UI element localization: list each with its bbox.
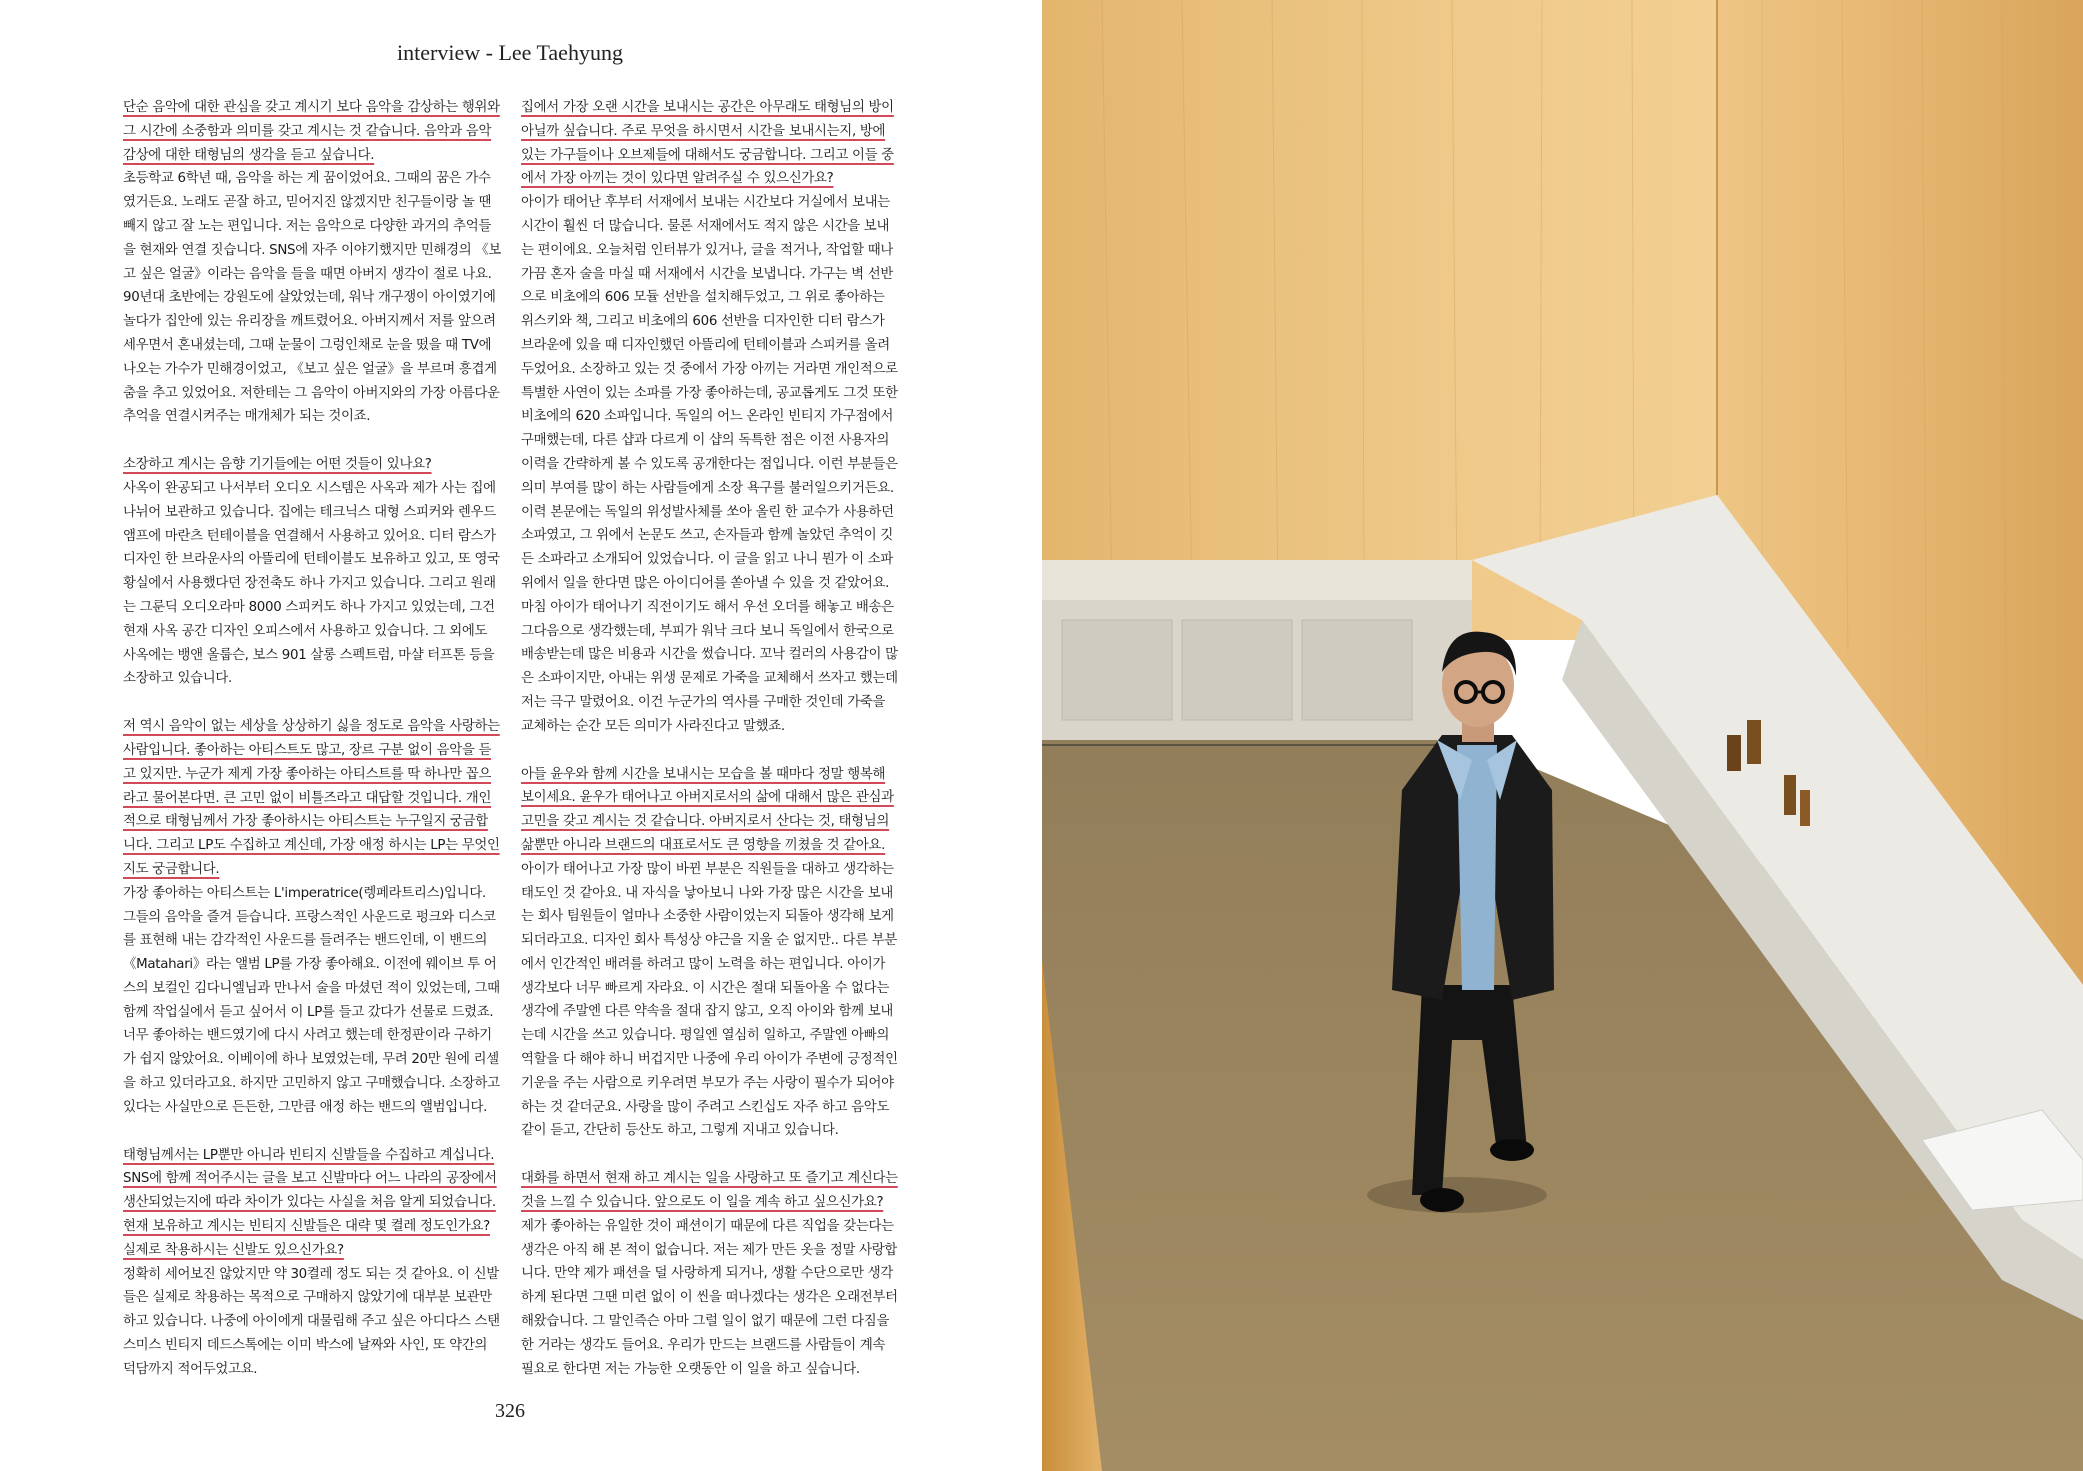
question-paragraph: [123, 1144, 503, 1263]
answer-line: 기운을 주는 사람으로 키우려면 부모가 주는 사랑이 필수가 되어야: [521, 1075, 894, 1091]
question-line: 단순 음악에 대한 관심을 갖고 계시기 보다 음악을 감상하는 행위와: [123, 100, 500, 115]
text-block: [521, 1167, 901, 1381]
answer-line: 아이가 태어난 후부터 서재에서 보내는 시간보다 거실에서 보내는: [521, 195, 890, 211]
answer-line: 되더라고요. 디자인 회사 특성상 야근을 지울 순 없지만.. 다른 부분: [521, 933, 897, 949]
question-line: 실제로 착용하시는 신발도 있으신가요?: [123, 1242, 344, 1258]
question-line: 적으로 태형님께서 가장 좋아하시는 아티스트는 누구일지 궁금합: [123, 814, 488, 830]
answer-line: 제가 좋아하는 유일한 것이 패션이기 때문에 다른 직업을 갖는다는: [521, 1218, 894, 1234]
answer-line: 는 그룬딕 오디오라마 8000 스피커도 하나 가지고 있었는데, 그건: [123, 599, 495, 615]
answer-line: 스의 보컬인 김다니엘님과 만나서 술을 마셨던 적이 있었는데, 그때: [123, 980, 500, 996]
question-line: 태형님께서는 LP뿐만 아니라 빈티지 신발들을 수집하고 계십니다.: [123, 1147, 495, 1163]
answer-line: 현재 사옥 공간 디자인 오피스에서 사용하고 있습니다. 그 외에도: [123, 623, 488, 639]
question-line: 있는 가구들이나 오브제들에 대해서도 궁금합니다. 그리고 이들 중: [521, 147, 894, 163]
answer-line: 같이 듣고, 간단히 등산도 하고, 그렇게 지내고 있습니다.: [521, 1123, 839, 1139]
answer-line: 덕담까지 적어두었고요.: [123, 1361, 258, 1377]
answer-line: 추억을 연결시켜주는 매개체가 되는 것이죠.: [123, 409, 371, 425]
question-line: 소장하고 계시는 음향 기기들에는 어떤 것들이 있나요?: [123, 457, 432, 473]
answer-line: 가끔 혼자 술을 마실 때 서재에서 시간을 보냅니다. 가구는 벽 선반: [521, 266, 894, 282]
answer-line: 였거든요. 노래도 곧잘 하고, 믿어지진 않겠지만 친구들이랑 놀 땐: [123, 195, 492, 211]
question-line: 것을 느낄 수 있습니다. 앞으로도 이 일을 계속 하고 싶으신가요?: [521, 1195, 884, 1211]
answer-line: 브라운에 있을 때 디자인했던 아뜰리에 턴테이블과 스피커를 올려: [521, 337, 890, 353]
answer-line: 든 소파라고 소개되어 있었습니다. 이 글을 읽고 나니 뭔가 이 소파: [521, 552, 894, 568]
answer-line: 가장 좋아하는 아티스트는 L'imperatrice(렝페라트리스)입니다.: [123, 885, 486, 901]
question-paragraph: [123, 715, 503, 882]
answer-paragraph: [521, 858, 901, 1144]
answer-line: 해왔습니다. 그 말인즉슨 아마 그럴 일이 없기 때문에 그런 다짐을: [521, 1314, 890, 1330]
answer-line: 그들의 음악을 즐겨 듣습니다. 프랑스적인 사운드로 펑크와 디스코: [123, 909, 496, 925]
answer-line: 가 쉽지 않았어요. 이베이에 하나 보였었는데, 무려 20만 원에 리셀: [123, 1052, 499, 1068]
question-paragraph: [123, 453, 503, 477]
answer-line: 이력을 간략하게 볼 수 있도록 공개한다는 점입니다. 이런 부분들은: [521, 456, 898, 472]
question-line: 지도 궁금합니다.: [123, 861, 220, 877]
answer-line: 앰프에 마란츠 턴테이블을 연결해서 사용하고 있어요. 디터 람스가: [123, 528, 496, 544]
answer-line: 는 회사 팀원들이 얼마나 소중한 사람이었는지 되돌아 생각해 보게: [521, 909, 894, 925]
question-line: SNS에 함께 적어주시는 글을 보고 신발마다 어느 나라의 공장에서: [123, 1171, 497, 1187]
answer-line: 정확히 세어보진 않았지만 약 30켤레 정도 되는 것 같아요. 이 신발: [123, 1266, 499, 1282]
question-paragraph: [521, 96, 901, 191]
answer-line: 소장하고 있습니다.: [123, 671, 232, 687]
answer-line: 90년대 초반에는 강원도에 살았었는데, 워낙 개구쟁이 아이였기에: [123, 290, 496, 306]
answer-line: 함께 작업실에서 듣고 싶어서 이 LP를 들고 갔다가 선물로 드렸죠.: [123, 1004, 494, 1020]
answer-line: 하게 된다면 그땐 미련 없이 이 씬을 떠나겠다는 생각은 오래전부터: [521, 1290, 898, 1306]
answer-line: 필요로 한다면 저는 가능한 오랫동안 이 일을 하고 싶습니다.: [521, 1361, 860, 1377]
answer-line: 춤을 추고 있었어요. 저한테는 그 음악이 아버지와의 가장 아름다운: [123, 385, 500, 401]
question-line: 아닐까 싶습니다. 주로 무엇을 하시면서 시간을 보내시는지, 방에: [521, 123, 886, 139]
answer-line: 니다. 만약 제가 패션을 덜 사랑하게 되거나, 생활 수단으로만 생각: [521, 1266, 894, 1282]
question-paragraph: [521, 1167, 901, 1215]
answer-line: 소파였고, 그 위에서 논문도 쓰고, 손자들과 함께 놀았던 추억이 깃: [521, 528, 894, 544]
text-block: [521, 763, 901, 1144]
answer-paragraph: [123, 882, 503, 1120]
question-line: 대화를 하면서 현재 하고 계시는 일을 사랑하고 또 즐기고 계신다는: [521, 1171, 898, 1187]
answer-line: 《Matahari》라는 앨범 LP를 가장 좋아해요. 이전에 웨이브 투 어: [123, 957, 497, 973]
answer-line: 나뉘어 보관하고 있습니다. 집에는 테크닉스 대형 스피커와 렌우드: [123, 504, 496, 520]
answer-line: 위스키와 책, 그리고 비초에의 606 선반을 디자인한 디터 람스가: [521, 314, 885, 330]
answer-line: 디자인 한 브라운사의 아뜰리에 턴테이블도 보유하고 있고, 또 영국: [123, 552, 500, 568]
answer-paragraph: [521, 1215, 901, 1382]
answer-line: 위에서 일을 한다면 많은 아이디어를 쏟아낼 수 있을 것 같았어요.: [521, 575, 890, 591]
answer-line: 고 싶은 얼굴》이라는 음악을 들을 때면 아버지 생각이 절로 나요.: [123, 266, 492, 282]
page-header: interview - Lee Taehyung: [397, 40, 623, 65]
text-block: [123, 715, 503, 1120]
question-line: 고 있지만. 누군가 제게 가장 좋아하는 아티스트를 딱 하나만 꼽으: [123, 766, 492, 782]
answer-paragraph: [123, 167, 503, 429]
question-paragraph: [123, 96, 503, 167]
answer-line: 스미스 빈티지 데드스톡에는 이미 박스에 날짜와 사인, 또 약간의: [123, 1338, 488, 1354]
answer-line: 배송받는데 많은 비용과 시간을 썼습니다. 꼬낙 컬러의 사용감이 많: [521, 647, 898, 663]
text-block: [123, 1144, 503, 1382]
answer-line: 있다는 사실만으로 든든한, 그만큼 애정 하는 밴드의 앨범입니다.: [123, 1099, 488, 1115]
page-number: 326: [495, 1400, 525, 1422]
answer-line: 을 현재와 연결 짓습니다. SNS에 자주 이야기했지만 민해경의 《보: [123, 242, 502, 258]
answer-line: 시간이 훨씬 더 많습니다. 물론 서재에서도 적지 않은 시간을 보내: [521, 218, 890, 234]
question-line: 삶뿐만 아니라 브랜드의 대표로서도 큰 영향을 끼쳤을 것 같아요.: [521, 837, 886, 853]
answer-line: 아이가 태어나고 가장 많이 바뀐 부분은 직원들을 대하고 생각하는: [521, 861, 894, 877]
answer-line: 그다음으로 생각했는데, 부피가 워낙 크다 보니 독일에서 한국으로: [521, 623, 894, 639]
answer-line: 생각보다 너무 빠르게 자라요. 이 시간은 절대 되돌아올 수 없다는: [521, 980, 890, 996]
answer-line: 를 표현해 내는 감각적인 사운드를 들려주는 밴드인데, 이 밴드의: [123, 933, 488, 949]
question-line: 현재 보유하고 계시는 빈티지 신발들은 대략 몇 켤레 정도인가요?: [123, 1219, 490, 1235]
question-line: 고민을 갖고 계시는 것 같습니다. 아버지로서 산다는 것, 태형님의: [521, 814, 890, 830]
question-line: 저 역시 음악이 없는 세상을 상상하기 싫을 정도로 음악을 사랑하는: [123, 719, 500, 735]
answer-line: 하는 것 같더군요. 사랑을 많이 주려고 스킨십도 자주 하고 음악도: [521, 1099, 890, 1115]
answer-line: 이력 본문에는 독일의 위성발사체를 쏘아 올린 한 교수가 사용하던: [521, 504, 894, 520]
question-line: 사람입니다. 좋아하는 아티스트도 많고, 장르 구분 없이 음악을 듣: [123, 742, 492, 758]
question-line: 니다. 그리고 LP도 수집하고 계신데, 가장 애정 하시는 LP는 무엇인: [123, 838, 500, 854]
question-line: 아들 윤우와 함께 시간을 보내시는 모습을 볼 때마다 정말 행복해: [521, 766, 886, 782]
text-column-left: [123, 96, 503, 1406]
answer-line: 을 하고 있더라고요. 하지만 고민하지 않고 구매했습니다. 소장하고: [123, 1076, 500, 1092]
text-block: [123, 96, 503, 429]
text-block: [123, 453, 503, 691]
answer-line: 놀다가 집안에 있는 유리장을 깨트렸어요. 아버지께서 저를 앞으려: [123, 314, 496, 330]
answer-line: 마침 아이가 태어나기 직전이기도 해서 우선 오더를 해놓고 배송은: [521, 599, 894, 615]
answer-line: 교체하는 순간 모든 의미가 사라진다고 말했죠.: [521, 718, 785, 734]
answer-line: 는데 시간을 쓰고 있습니다. 평일엔 열심히 일하고, 주말엔 아빠의: [521, 1028, 890, 1044]
answer-paragraph: [521, 191, 901, 738]
question-line: 에서 가장 아끼는 것이 있다면 알려주실 수 있으신가요?: [521, 171, 834, 187]
answer-line: 너무 좋아하는 밴드였기에 다시 사려고 했는데 한정판이라 구하기: [123, 1028, 492, 1044]
answer-line: 으로 비초에의 606 모듈 선반을 설치해두었고, 그 위로 좋아하는: [521, 290, 885, 306]
portrait-photo-icon: [1042, 0, 2083, 1471]
answer-line: 은 소파이지만, 아내는 위생 문제로 가죽을 교체해서 쓰자고 했는데: [521, 671, 898, 687]
answer-line: 생각은 아직 해 본 적이 없습니다. 저는 제가 만든 옷을 정말 사랑합: [521, 1242, 897, 1258]
question-line: 집에서 가장 오랜 시간을 보내시는 공간은 아무래도 태형님의 방이: [521, 100, 894, 115]
answer-line: 에서 인간적인 배려를 하려고 많이 노력을 하는 편입니다. 아이가: [521, 956, 886, 972]
answer-line: 특별한 사연이 있는 소파를 가장 좋아하는데, 공교롭게도 그것 또한: [521, 385, 898, 401]
text-block: [521, 96, 901, 739]
answer-paragraph: [123, 1263, 503, 1382]
answer-line: 황실에서 사용했다던 장전축도 하나 가지고 있습니다. 그리고 원래: [123, 576, 496, 592]
answer-paragraph: [123, 477, 503, 691]
question-line: 감상에 대한 태형님의 생각을 듣고 싶습니다.: [123, 147, 375, 163]
answer-line: 들은 실제로 착용하는 목적으로 구매하지 않았기에 대부분 보관만: [123, 1290, 492, 1306]
answer-line: 저는 극구 말렸어요. 이건 누군가의 역사를 구매한 것인데 가죽을: [521, 694, 886, 710]
answer-line: 한 거라는 생각도 들어요. 우리가 만드는 브랜드를 사람들이 계속: [521, 1337, 886, 1353]
answer-line: 사옥에는 뱅앤 올룹슨, 보스 901 살롱 스펙트럼, 마샬 터프톤 등을: [123, 647, 495, 663]
text-column-right: [521, 96, 901, 1405]
answer-line: 세우면서 혼내셨는데, 그때 눈물이 그렁인채로 눈을 떴을 때 TV에: [123, 337, 492, 353]
answer-line: 두었어요. 소장하고 있는 것 중에서 가장 아끼는 거라면 개인적으로: [521, 361, 898, 377]
question-line: 생산되었는지에 따라 차이가 있다는 사실을 처음 알게 되었습니다.: [123, 1195, 496, 1211]
answer-line: 생각에 주말엔 다른 약속을 절대 잡지 않고, 오직 아이와 함께 보내: [521, 1004, 894, 1020]
answer-line: 빼지 않고 잘 노는 편입니다. 저는 음악으로 다양한 과거의 추억들: [123, 218, 492, 234]
answer-line: 하고 있습니다. 나중에 아이에게 대물림해 주고 싶은 아디다스 스탠: [123, 1314, 500, 1330]
question-line: 라고 물어본다면. 큰 고민 없이 비틀즈라고 대답할 것입니다. 개인: [123, 790, 492, 806]
answer-line: 태도인 것 같아요. 내 자식을 낳아보니 나와 가장 많은 시간을 보내: [521, 885, 894, 901]
answer-line: 나오는 가수가 민해경이었고, 《보고 싶은 얼굴》을 부르며 흥겹게: [123, 361, 497, 377]
answer-line: 구매했는데, 다른 샵과 다르게 이 샵의 독특한 점은 이전 사용자의: [521, 433, 890, 449]
answer-line: 역할을 다 해야 하니 버겁지만 나중에 우리 아이가 주변에 긍정적인: [521, 1052, 898, 1068]
question-line: 보이세요. 윤우가 태어나고 아버지로서의 삶에 대해서 많은 관심과: [521, 790, 894, 806]
answer-line: 사옥이 완공되고 나서부터 오디오 시스템은 사옥과 제가 사는 집에: [123, 480, 496, 496]
answer-line: 비초에의 620 소파입니다. 독일의 어느 온라인 빈티지 가구점에서: [521, 409, 894, 425]
question-line: 그 시간에 소중함과 의미를 갖고 계시는 것 같습니다. 음악과 음악: [123, 123, 492, 139]
question-paragraph: [521, 763, 901, 858]
answer-line: 는 편이에요. 오늘처럼 인터뷰가 있거나, 글을 적거나, 작업할 때나: [521, 242, 894, 258]
answer-line: 초등학교 6학년 때, 음악을 하는 게 꿈이었어요. 그때의 꿈은 가수: [123, 171, 491, 187]
answer-line: 의미 부여를 많이 하는 사람들에게 소장 욕구를 불러일으키거든요.: [521, 480, 894, 496]
photo-page: [1042, 0, 2083, 1471]
